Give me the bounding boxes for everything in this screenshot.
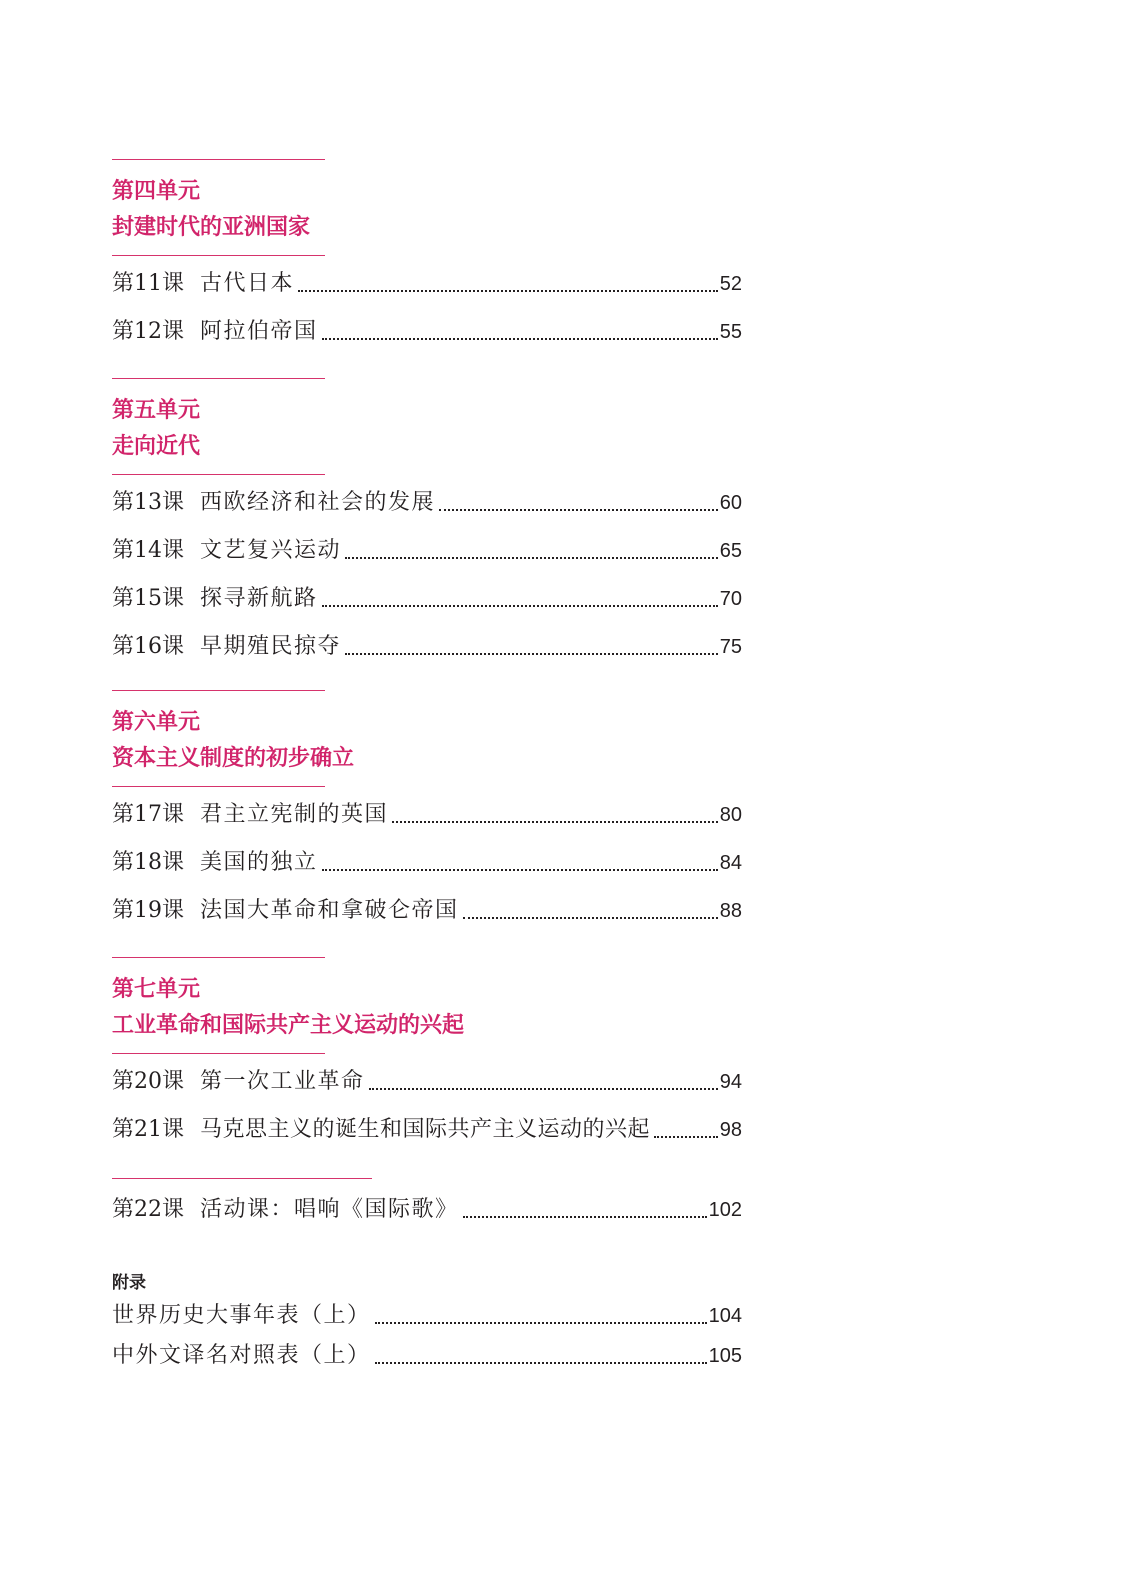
activity-rule xyxy=(112,1178,372,1179)
toc-entry[interactable] xyxy=(112,487,742,517)
toc-entry[interactable] xyxy=(112,583,742,613)
toc-entry[interactable] xyxy=(112,535,742,565)
lesson-title: 探寻新航路 xyxy=(200,586,318,611)
dot-leader xyxy=(345,557,718,559)
appendix-title: 中外文译名对照表（上） xyxy=(112,1343,371,1368)
lesson-number: 第16课 xyxy=(112,634,184,659)
lesson-title: 马克思主义的诞生和国际共产主义运动的兴起 xyxy=(200,1117,651,1142)
toc-entry-activity[interactable] xyxy=(112,1194,742,1224)
dot-leader xyxy=(369,1088,718,1090)
unit-title: 走向近代 xyxy=(112,433,201,459)
lesson-number: 第19课 xyxy=(112,898,184,923)
dot-leader xyxy=(345,653,718,655)
lesson-number: 第20课 xyxy=(112,1069,184,1094)
lesson-title: 古代日本 xyxy=(200,271,295,296)
lesson-title: 君主立宪制的英国 xyxy=(200,802,389,827)
unit-number: 第四单元 xyxy=(112,178,201,204)
lesson-title: 阿拉伯帝国 xyxy=(200,319,318,344)
unit-bottom-rule xyxy=(112,255,325,256)
unit-top-rule xyxy=(112,957,325,958)
unit-top-rule xyxy=(112,378,325,379)
page-number: 98 xyxy=(719,1119,742,1141)
toc-entry[interactable] xyxy=(112,1066,742,1096)
page-number: 75 xyxy=(719,636,742,658)
activity-divider xyxy=(112,1178,752,1179)
lesson-title: 西欧经济和社会的发展 xyxy=(200,490,436,515)
unit-bottom-rule xyxy=(112,1053,325,1054)
lesson-title: 美国的独立 xyxy=(200,850,318,875)
appendix-entry[interactable] xyxy=(112,1300,742,1330)
toc-entry[interactable] xyxy=(112,895,742,925)
dot-leader xyxy=(463,917,718,919)
page-number: 52 xyxy=(719,273,742,295)
page-number: 80 xyxy=(719,804,742,826)
lesson-number: 第15课 xyxy=(112,586,184,611)
toc-entry[interactable] xyxy=(112,847,742,877)
unit-bottom-rule xyxy=(112,786,325,787)
toc-entry[interactable] xyxy=(112,799,742,829)
lesson-number: 第14课 xyxy=(112,538,184,563)
lesson-number: 第13课 xyxy=(112,490,184,515)
toc-entry[interactable] xyxy=(112,1114,742,1144)
dot-leader xyxy=(654,1136,718,1138)
lesson-title: 活动课：唱响《国际歌》 xyxy=(200,1197,459,1222)
lesson-number: 第21课 xyxy=(112,1117,184,1142)
page-number: 84 xyxy=(719,852,742,874)
toc-entry[interactable] xyxy=(112,316,742,346)
dot-leader xyxy=(375,1322,707,1324)
page-number: 70 xyxy=(719,588,742,610)
unit-number: 第五单元 xyxy=(112,397,201,423)
unit-title: 工业革命和国际共产主义运动的兴起 xyxy=(112,1012,465,1038)
dot-leader xyxy=(298,290,718,292)
page-number: 105 xyxy=(708,1345,742,1367)
lesson-number: 第22课 xyxy=(112,1197,184,1222)
toc-entry[interactable] xyxy=(112,268,742,298)
appendix-entry[interactable] xyxy=(112,1340,742,1370)
unit-header xyxy=(112,957,752,1054)
unit-title: 封建时代的亚洲国家 xyxy=(112,214,311,240)
lesson-number: 第12课 xyxy=(112,319,184,344)
dot-leader xyxy=(322,605,718,607)
unit-top-rule xyxy=(112,159,325,160)
appendix-title: 世界历史大事年表（上） xyxy=(112,1303,371,1328)
dot-leader xyxy=(322,869,718,871)
page-number: 88 xyxy=(719,900,742,922)
page-number: 55 xyxy=(719,321,742,343)
lesson-title: 法国大革命和拿破仑帝国 xyxy=(200,898,459,923)
lesson-title: 早期殖民掠夺 xyxy=(200,634,342,659)
unit-header xyxy=(112,690,752,787)
lesson-number: 第18课 xyxy=(112,850,184,875)
page-number: 60 xyxy=(719,492,742,514)
appendix-label: 附录 xyxy=(112,1273,146,1292)
unit-number: 第七单元 xyxy=(112,976,201,1002)
unit-bottom-rule xyxy=(112,474,325,475)
dot-leader xyxy=(322,338,718,340)
lesson-title: 第一次工业革命 xyxy=(200,1069,365,1094)
unit-header xyxy=(112,159,752,256)
dot-leader xyxy=(463,1216,707,1218)
page-number: 104 xyxy=(708,1305,742,1327)
unit-header xyxy=(112,378,752,475)
page-number: 65 xyxy=(719,540,742,562)
lesson-number: 第11课 xyxy=(112,271,184,296)
lesson-number: 第17课 xyxy=(112,802,184,827)
lesson-title: 文艺复兴运动 xyxy=(200,538,342,563)
unit-top-rule xyxy=(112,690,325,691)
unit-number: 第六单元 xyxy=(112,709,201,735)
dot-leader xyxy=(375,1362,707,1364)
toc-entry[interactable] xyxy=(112,631,742,661)
dot-leader xyxy=(392,821,718,823)
page-number: 102 xyxy=(708,1199,742,1221)
page-number: 94 xyxy=(719,1071,742,1093)
unit-title: 资本主义制度的初步确立 xyxy=(112,745,355,771)
dot-leader xyxy=(439,509,718,511)
